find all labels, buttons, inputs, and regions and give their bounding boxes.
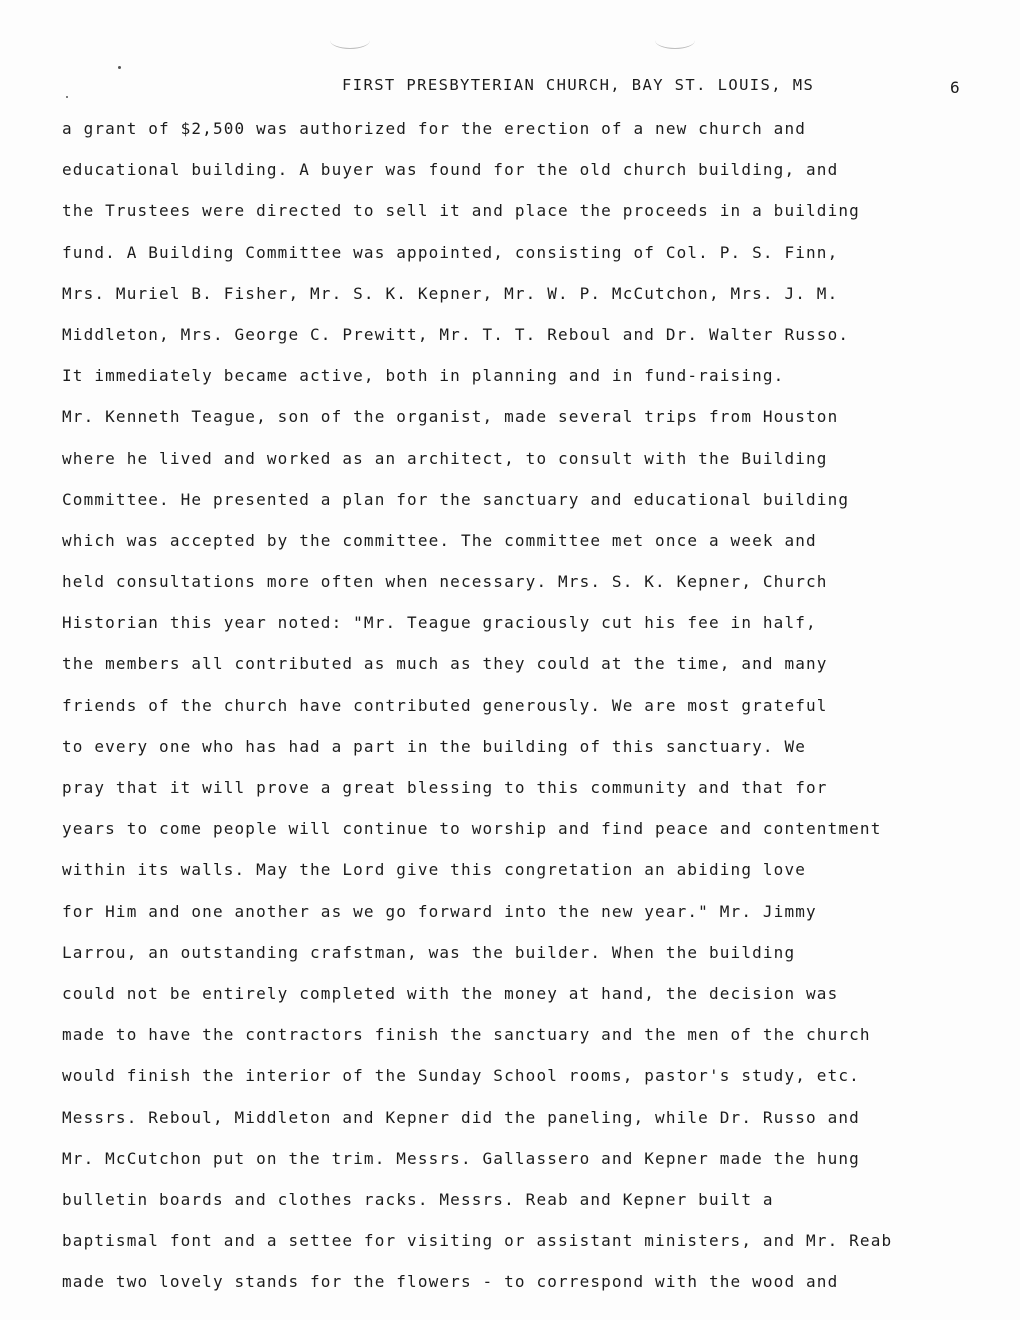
text-line: a grant of $2,500 was authorized for the erection of a new church and [62,119,807,138]
text-line: educational building. A buyer was found for the old church building, and [62,160,839,180]
text-line: Historian this year noted: "Mr. Teague graciously cut his fee in half, [62,613,817,633]
text-line: Mr. Kenneth Teague, son of the organist, made several trips from Houston [62,407,839,427]
text-line: Mr. McCutchon put on the trim. Messrs. Gallassero and Kepner made the hung [62,1148,860,1168]
text-line: made to have the contractors finish the sanctuary and the men of the church [62,1025,871,1045]
scan-speck [118,66,121,69]
scan-artifact [655,32,695,49]
text-line: pray that it will prove a great blessing to this community and that for [62,778,828,797]
text-line: to every one who has had a part in the building of this sanctuary. We [62,736,807,756]
text-line: friends of the church have contributed generously. We are most grateful [62,695,828,715]
scan-speck [66,96,68,98]
text-line: held consultations more often when necessary. Mrs. S. K. Kepner, Church [62,572,828,592]
text-line: within its walls. May the Lord give this congretation an abiding love [62,860,807,880]
text-line: Committee. He presented a plan for the sanctuary and educational building [62,489,850,509]
page-number: 6 [950,78,960,97]
text-line: baptismal font and a settee for visiting or assistant ministers, and Mr. Reab [62,1231,893,1251]
text-line: for Him and one another as we go forward into the new year." Mr. Jimmy [62,901,817,921]
text-line: would finish the interior of the Sunday School rooms, pastor's study, etc. [62,1066,860,1086]
text-line: Larrou, an outstanding crafstman, was the builder. When the building [62,942,796,962]
text-line: years to come people will continue to worship and find peace and contentment [62,819,882,839]
text-line: could not be entirely completed with the money at hand, the decision was [62,983,839,1003]
text-line: the Trustees were directed to sell it and place the proceeds in a building [62,201,860,221]
text-line: Mrs. Muriel B. Fisher, Mr. S. K. Kepner, Mr. W. P. McCutchon, Mrs. J. M. [62,283,839,303]
text-line: Messrs. Reboul, Middleton and Kepner did the paneling, while Dr. Russo and [62,1107,860,1127]
text-line: fund. A Building Committee was appointed, consisting of Col. P. S. Finn, [62,242,839,262]
scan-artifact [330,32,370,49]
text-line: Middleton, Mrs. George C. Prewitt, Mr. T. T. Reboul and Dr. Walter Russo. [62,324,850,344]
text-line: which was accepted by the committee. The committee met once a week and [62,530,817,550]
text-line: where he lived and worked as an architect, to consult with the Building [62,448,828,468]
text-line: the members all contributed as much as they could at the time, and many [62,654,828,674]
text-line: It immediately became active, both in planning and in fund-raising. [62,366,785,386]
text-line: made two lovely stands for the flowers - to correspond with the wood and [62,1272,839,1292]
document-header: FIRST PRESBYTERIAN CHURCH, BAY ST. LOUIS, MS [342,76,815,94]
text-line: bulletin boards and clothes racks. Messrs. Reab and Kepner built a [62,1189,774,1209]
body-text [62,118,1002,1312]
